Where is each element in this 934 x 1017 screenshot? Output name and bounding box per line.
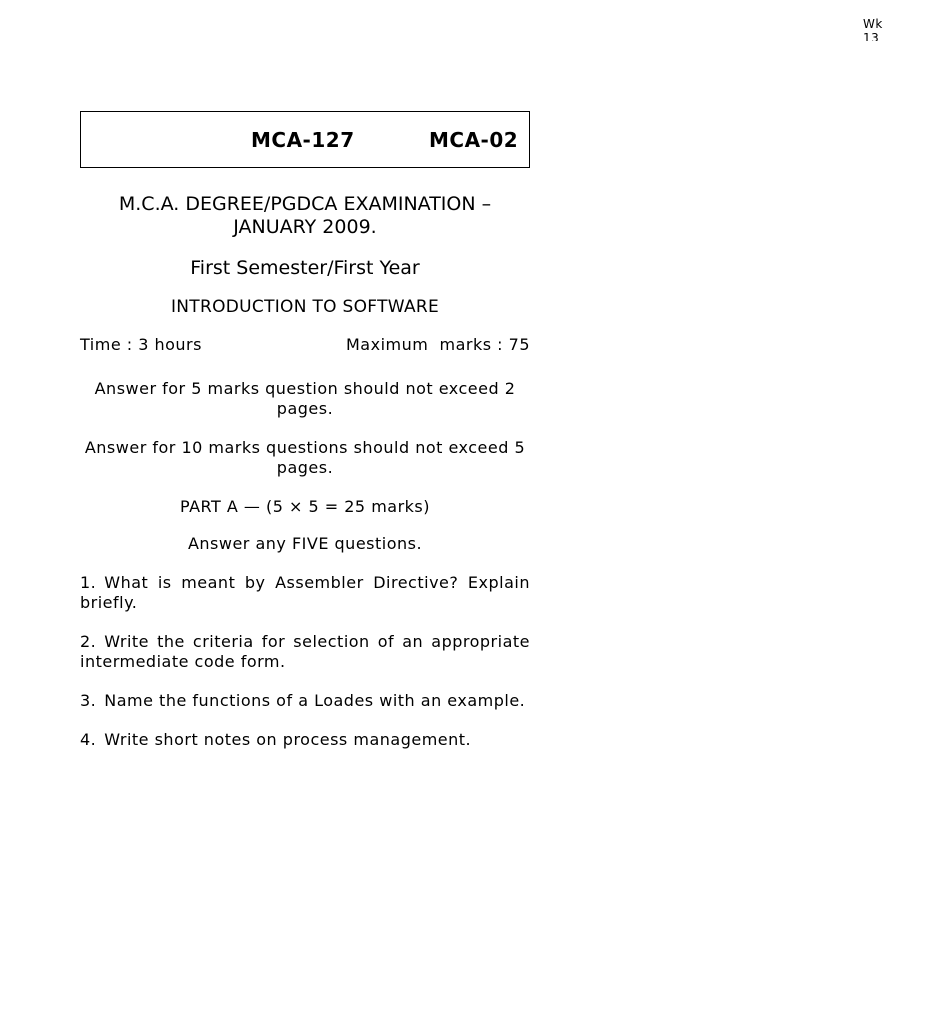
paper-code-secondary: MCA-02 bbox=[429, 128, 519, 152]
semester-line: First Semester/First Year bbox=[190, 257, 420, 279]
instruction-5-marks: Answer for 5 marks question should not exceed 2 pages. bbox=[94, 379, 516, 418]
question-number: 1. bbox=[80, 573, 97, 592]
question-text: What is meant by Assembler Directive? Explain briefly. bbox=[80, 573, 530, 612]
page-corner-code: Wk 13 bbox=[863, 17, 883, 41]
time-marks-row bbox=[80, 335, 530, 355]
question-number: 3. bbox=[80, 691, 97, 710]
question-item bbox=[80, 691, 530, 711]
maximum-marks: Maximum marks : 75 bbox=[346, 335, 530, 354]
subject-title: INTRODUCTION TO SOFTWARE bbox=[170, 297, 440, 317]
question-text: Write the criteria for selection of an appropriate intermediate code form. bbox=[80, 632, 530, 671]
question-item bbox=[80, 573, 530, 613]
part-a-answer-note: Answer any FIVE questions. bbox=[187, 534, 423, 553]
paper-code-primary: MCA-127 bbox=[251, 128, 355, 152]
question-text: Name the functions of a Loades with an example. bbox=[104, 691, 526, 710]
question-paper bbox=[80, 111, 530, 750]
question-item bbox=[80, 632, 530, 672]
question-text: Write short notes on process management. bbox=[104, 730, 472, 749]
part-a-heading: PART A — (5 × 5 = 25 marks) bbox=[179, 497, 430, 516]
exam-title: M.C.A. DEGREE/PGDCA EXAMINATION – JANUARY 2009. bbox=[118, 193, 492, 238]
question-number: 4. bbox=[80, 730, 97, 749]
instruction-10-marks: Answer for 10 marks questions should not exceed 5 pages. bbox=[84, 438, 526, 477]
question-number: 2. bbox=[80, 632, 97, 651]
paper-code-box bbox=[80, 111, 530, 168]
time-allowed: Time : 3 hours bbox=[80, 335, 202, 354]
question-item bbox=[80, 730, 530, 750]
